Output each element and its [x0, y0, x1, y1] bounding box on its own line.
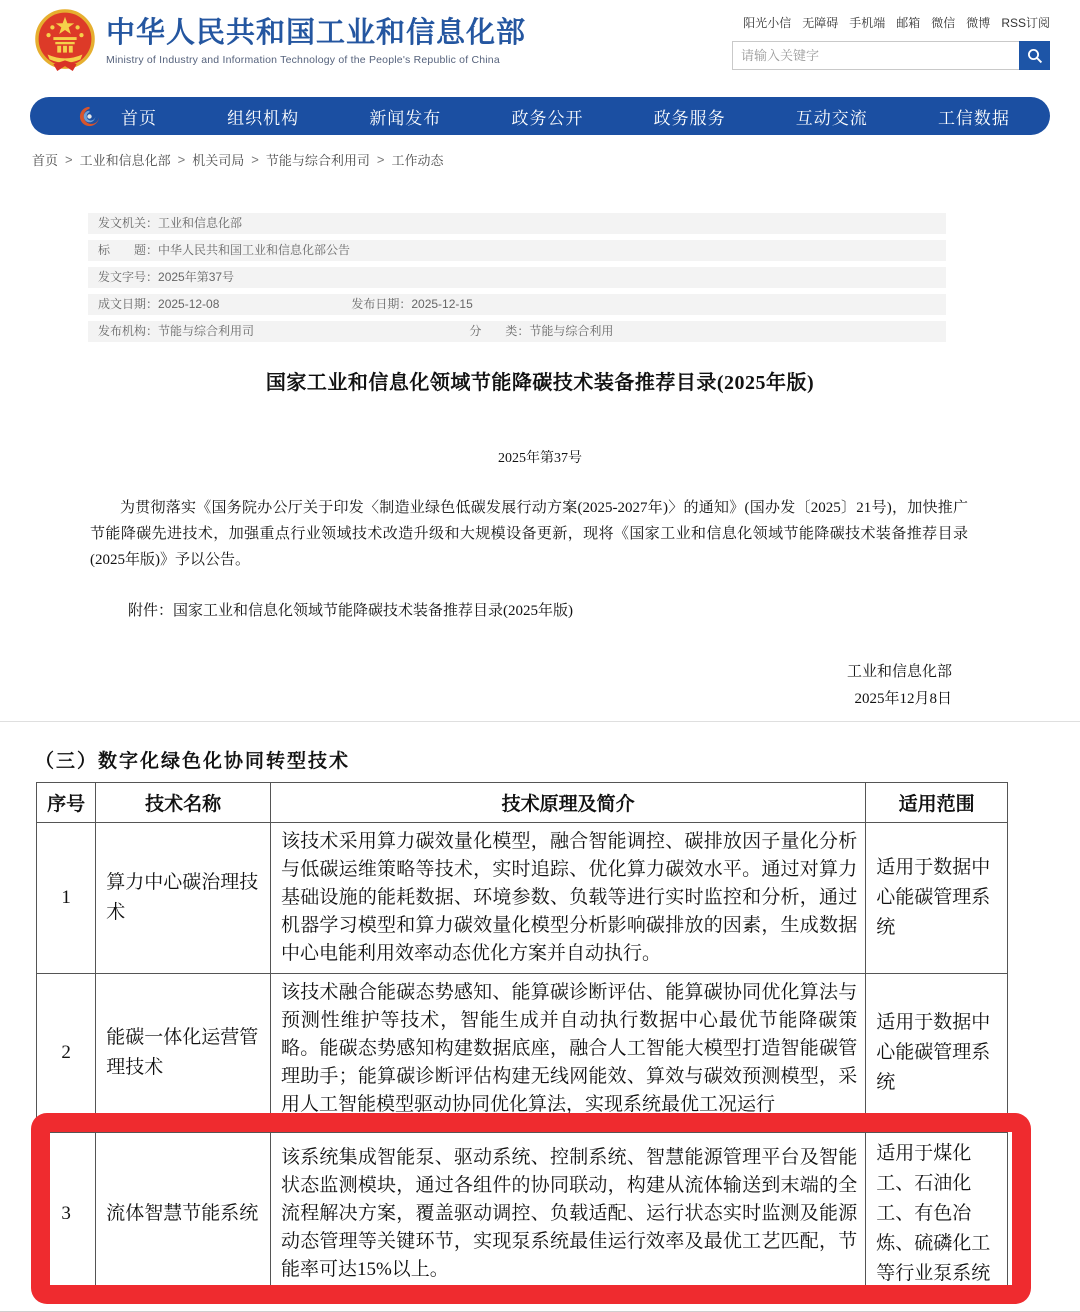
- document-title: 国家工业和信息化领域节能降碳技术装备推荐目录(2025年版): [0, 366, 1080, 395]
- quick-link-weibo[interactable]: 微博: [966, 14, 990, 31]
- signature-date: 2025年12月8日: [0, 687, 952, 708]
- meta-row-title: [88, 240, 946, 261]
- attachment-line[interactable]: 附件：国家工业和信息化领域节能降碳技术装备推荐目录(2025年版): [128, 599, 1080, 620]
- document-paragraph: 为贯彻落实《国务院办公厅关于印发〈制造业绿色低碳发展行动方案(2025-2027年)〉的通知》(国办发〔2025〕21号)，加快推广节能降碳先进技术，加强重点行业领域技术改造升级和大规模设备更新，现将《国家工业和信息化领域节能降碳技术装备推荐目录(2025年版)》予以公告。: [90, 495, 968, 573]
- section-title: （三）数字化绿色化协同转型技术: [35, 746, 1080, 773]
- nav-item-news[interactable]: 新闻发布: [369, 104, 441, 129]
- cell-no: 1: [37, 823, 96, 974]
- cell-scope: 适用于数据中心能碳管理系统: [866, 974, 1008, 1133]
- search-bar: [732, 41, 1050, 70]
- nav-items: [121, 104, 1010, 129]
- table-header-desc: 技术原理及简介: [270, 783, 865, 823]
- meta-value: 2025-12-08: [158, 297, 219, 311]
- meta-label: 分 类：: [469, 324, 529, 338]
- quick-links: [732, 14, 1050, 31]
- breadcrumb-separator: >: [377, 152, 385, 167]
- cell-desc: 该技术采用算力碳效量化模型，融合智能调控、碳排放因子量化分析与低碳运维策略等技术，实时追踪、优化算力碳效水平。通过对算力基础设施的能耗数据、环境参数、负载等进行实时监控和分析，通过机器学习模型和算力碳效量化模型分析影响碳排放的因素，生成数据中心电能利用效率动态优化方案并自动执行。: [270, 823, 865, 974]
- section-divider: [0, 721, 1080, 722]
- search-button[interactable]: [1019, 41, 1050, 70]
- signature-org: 工业和信息化部: [0, 660, 952, 681]
- site-logo-link[interactable]: [34, 8, 526, 92]
- document-number: 2025年第37号: [0, 447, 1080, 467]
- breadcrumb-separator: >: [178, 152, 186, 167]
- table-header-scope: 适用范围: [866, 783, 1008, 823]
- quick-link-rss[interactable]: RSS订阅: [1001, 14, 1050, 31]
- breadcrumb: [32, 150, 1080, 169]
- breadcrumb-item-miit[interactable]: 工业和信息化部: [80, 150, 171, 169]
- table-header-no: 序号: [37, 783, 96, 823]
- breadcrumb-separator: >: [65, 152, 73, 167]
- table-row: [37, 1133, 1008, 1296]
- meta-value: 节能与综合利用: [529, 324, 613, 338]
- meta-row-issuing-org: [88, 213, 946, 234]
- cell-desc: 该系统集成智能泵、驱动系统、控制系统、智慧能源管理平台及智能状态监测模块，通过各组件的协同联动，构建从流体输送到末端的全流程解决方案，覆盖驱动调控、负载适配、运行状态实时监测及能源动态管理等关键环节，实现泵系统最佳运行效率及最优工艺匹配，节能率可达15%以上。: [270, 1133, 865, 1296]
- nav-item-miit-data[interactable]: 工信数据: [938, 104, 1010, 129]
- tech-table: [36, 782, 1008, 1296]
- meta-label: 发布日期：: [351, 297, 411, 311]
- main-nav: [30, 97, 1050, 135]
- meta-value: 中华人民共和国工业和信息化部公告: [158, 243, 350, 257]
- breadcrumb-item-energy-dept[interactable]: 节能与综合利用司: [266, 150, 370, 169]
- cell-desc: 该技术融合能碳态势感知、能算碳诊断评估、能算碳协同优化算法与预测性维护等技术，智能生成并自动执行数据中心最优节能降碳策略。能碳态势感知构建数据底座，融合人工智能大模型打造智能碳管理助手；能算碳诊断评估构建无线网能效、算效与碳效预测模型，采用人工智能模型驱动协同优化算法，实现系统最优工况运行: [270, 974, 865, 1133]
- table-row: [37, 823, 1008, 974]
- document-metadata: [88, 213, 946, 342]
- breadcrumb-separator: >: [251, 152, 259, 167]
- quick-link-mail[interactable]: 邮箱: [896, 14, 920, 31]
- document-body: [0, 366, 1080, 708]
- meta-row-doc-no: [88, 267, 946, 288]
- header-tools: [732, 8, 1050, 92]
- meta-row-dates: [88, 294, 946, 315]
- quick-link-mobile[interactable]: 手机端: [849, 14, 885, 31]
- meta-label: 标 题：: [98, 243, 158, 257]
- nav-item-gov-services[interactable]: 政务服务: [654, 104, 726, 129]
- quick-link-accessibility[interactable]: 无障碍: [802, 14, 838, 31]
- meta-row-org-category: [88, 321, 946, 342]
- quick-link-wechat[interactable]: 微信: [931, 14, 955, 31]
- meta-label: 发文机关：: [98, 216, 158, 230]
- cell-name: 流体智慧节能系统: [96, 1133, 271, 1296]
- site-title: 中华人民共和国工业和信息化部: [106, 18, 526, 50]
- table-header-name: 技术名称: [96, 783, 271, 823]
- breadcrumb-item-home[interactable]: 首页: [32, 150, 58, 169]
- meta-value: 工业和信息化部: [158, 216, 242, 230]
- search-icon: [1027, 48, 1043, 64]
- cell-no: 3: [37, 1133, 96, 1296]
- cell-name: 算力中心碳治理技术: [96, 823, 271, 974]
- meta-value: 节能与综合利用司: [158, 324, 254, 338]
- quick-link-sunshine[interactable]: 阳光小信: [743, 14, 791, 31]
- site-subtitle: Ministry of Industry and Information Technology of the People's Republic of China: [106, 54, 526, 66]
- search-input[interactable]: [732, 41, 1019, 70]
- meta-label: 发文字号：: [98, 270, 158, 284]
- cell-scope: 适用于数据中心能碳管理系统: [866, 823, 1008, 974]
- nav-item-organization[interactable]: 组织机构: [227, 104, 299, 129]
- national-emblem-icon: [34, 8, 96, 72]
- nav-item-home[interactable]: 首页: [121, 104, 157, 129]
- breadcrumb-item-work-news[interactable]: 工作动态: [391, 150, 443, 169]
- meta-label: 发布机构：: [98, 324, 158, 338]
- tech-table-wrap: [36, 782, 1008, 1296]
- breadcrumb-item-departments[interactable]: 机关司局: [192, 150, 244, 169]
- meta-value: 2025年第37号: [158, 270, 234, 284]
- cell-no: 2: [37, 974, 96, 1133]
- site-header: [0, 0, 1080, 92]
- meta-label: 成文日期：: [98, 297, 158, 311]
- nav-swirl-icon[interactable]: [78, 105, 101, 128]
- meta-value: 2025-12-15: [411, 297, 472, 311]
- nav-item-interaction[interactable]: 互动交流: [796, 104, 868, 129]
- cell-name: 能碳一体化运营管理技术: [96, 974, 271, 1133]
- nav-item-gov-openness[interactable]: 政务公开: [511, 104, 583, 129]
- table-row: [37, 974, 1008, 1133]
- table-header-row: [37, 783, 1008, 823]
- cell-scope: 适用于煤化工、石油化工、有色冶炼、硫磷化工等行业泵系统: [866, 1133, 1008, 1296]
